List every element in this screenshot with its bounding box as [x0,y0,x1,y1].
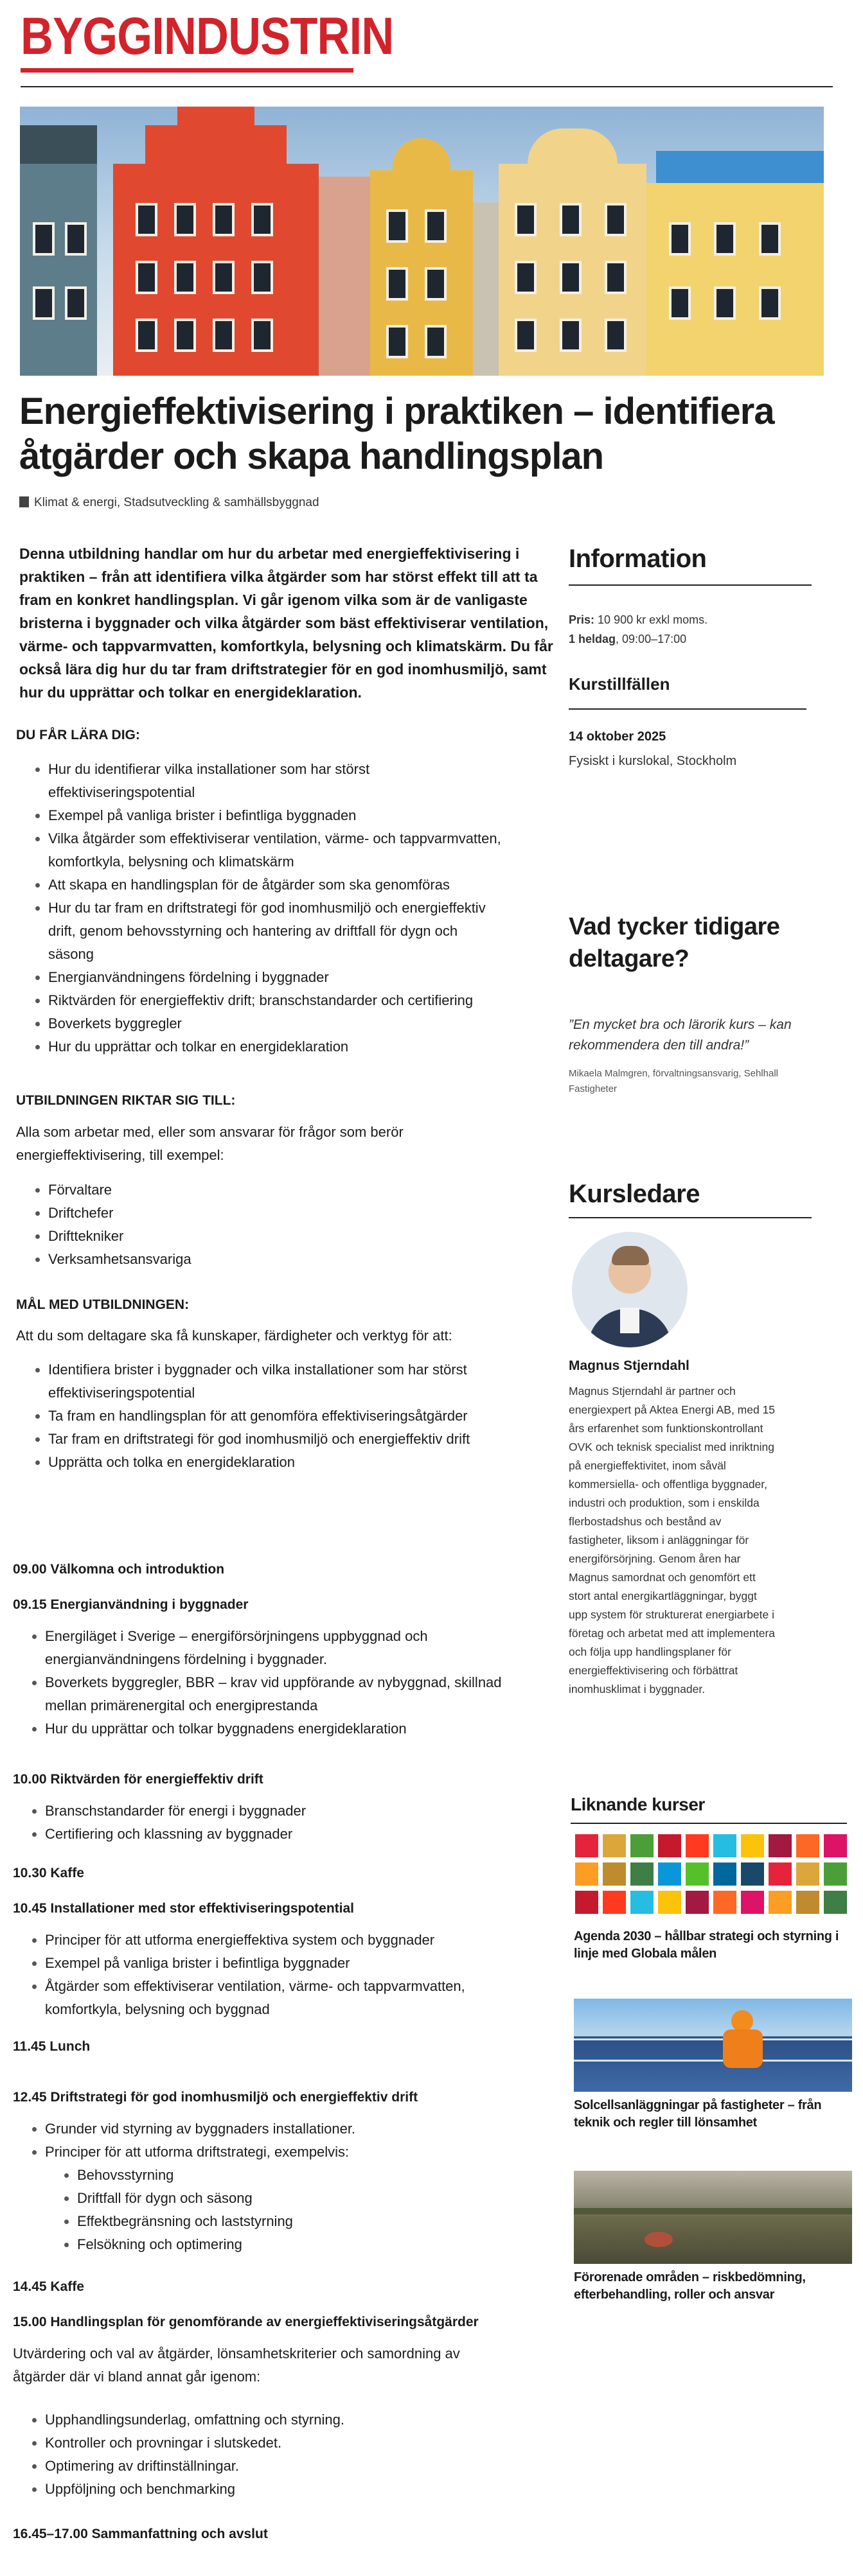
building-1-roof [20,125,97,164]
sdg-tile [630,1891,654,1914]
window [33,286,55,320]
audience-heading: UTBILDNINGEN RIKTAR SIG TILL: [16,1093,236,1108]
occasion-place: Fysiskt i kurslokal, Stockholm [569,754,737,768]
list-item: • Riktvärden för energieffektiv drift; branschstandarder och certifiering [48,989,575,1012]
bio-line: flerbostadshus och bestånd av [569,1515,722,1528]
sdg-tile [686,1862,709,1886]
window [386,209,408,243]
bio-line: kommersiella- och offentliga byggnader, [569,1478,768,1491]
bio-line: energiexpert på Aktea Energi AB, med 15 [569,1403,776,1416]
window [714,222,736,256]
sdg-tile [630,1862,654,1886]
tree-line [574,2208,852,2214]
sdg-tile [658,1862,681,1886]
building-grey [473,202,499,376]
list-item: • Branschstandarder för energi i byggnader [45,1800,306,1823]
window [515,319,537,352]
schedule-item: 10.00 Riktvärden för energieffektiv drift [13,1772,263,1787]
window [605,203,627,236]
schedule-item: 16.45–17.00 Sammanfattning och avslut [13,2527,268,2541]
lead-line: också lära dig hur du tar fram driftstrategier för en god inomhusmiljö, samt [19,661,547,678]
reviews-heading-line: deltagare? [569,945,690,972]
sdg-tile [658,1834,681,1857]
list-item: • Energiläget i Sverige – energiförsörjningens uppbyggnad och energianvändningens fördelning i byggnader. [45,1625,572,1671]
window [174,319,196,352]
bio-line: stort antal energikartläggningar, byggt [569,1590,757,1602]
schedule-intro-line: åtgärder där vi bland annat går igenom: [13,2369,261,2385]
window [669,222,691,256]
list-item: • Principer för att utforma driftstrategi, exempelvis: • Behovsstyrning • Driftfall för dygn och säsong • Effektbegränsning och laststyrning • Felsökning och optimering [45,2141,572,2256]
window [759,286,781,320]
author-line: Fastigheter [569,1083,618,1094]
price-value: 10 900 kr exkl moms. [594,613,708,626]
schedule-item: 11.45 Lunch [13,2039,91,2054]
info-heading: Information [569,545,707,573]
schedule-item: 14.45 Kaffe [13,2279,84,2294]
schedule-item: 15.00 Handlingsplan för genomförande av energieffektiviseringsåtgärder [13,2315,479,2329]
bio-line: inomhusklimat i byggnader. [569,1683,706,1695]
window [386,325,408,358]
sdg-tile [741,1891,764,1914]
audience-intro-line: energieffektivisering, till exempel: [16,1147,224,1163]
duration-value: , 09:00–17:00 [616,633,687,645]
window [33,222,55,256]
similar-card-title[interactable] [574,1928,857,1963]
lead-paragraph [19,542,559,704]
list-item: • Grunder vid styrning av byggnaders installationer. [45,2117,572,2141]
goal-list [16,1358,575,1474]
list-item: • Energianvändningens fördelning i byggnader [48,966,575,989]
building-yellow [370,170,473,376]
avatar-hair [612,1246,649,1265]
list-item: • Hur du upprättar och tolkar en energideklaration [48,1035,575,1058]
bio-line: fastigheter, liksom i anläggningar för [569,1534,749,1546]
sdg-tile [769,1834,792,1857]
list-item: • Ta fram en handlingsplan för att genomföra effektiviseringsåtgärder [48,1405,575,1428]
window [251,261,273,294]
building-icon [19,496,29,507]
leader-rule [569,1217,812,1218]
list-item: • Optimering av driftinställningar. [45,2455,344,2478]
lead-line: bristerna i byggnader och vilka åtgärder som bäst effektiviserar ventilation, [19,615,549,631]
list-item: • Förvaltare [48,1178,191,1202]
price-label: Pris: [569,613,595,626]
title-line: åtgärder och skapa handlingsplan [19,435,604,477]
sdg-tile [630,1834,654,1857]
reviews-heading [569,911,779,975]
bio-line: års erfarenhet som funktionskontrollant [569,1422,763,1435]
list-item: • Verksamhetsansvariga [48,1248,191,1271]
window [136,203,157,236]
building-1 [20,164,97,376]
occasions-rule [569,708,806,710]
sdg-tile [796,1834,819,1857]
sdg-tile [658,1891,681,1914]
window [560,319,582,352]
window [136,319,157,352]
sdg-tile [741,1834,764,1857]
panel-line [574,2060,852,2062]
info-rule [569,584,812,586]
bio-line: OVK och teknisk specialist med inriktning [569,1441,774,1453]
lead-line: praktiken – från att identifiera vilka åtgärder som har störst effekt till att ta [19,568,538,585]
schedule-intro [13,2342,460,2388]
list-item: • Åtgärder som effektiviserar ventilation, värme- och tappvarmvatten, komfortkyla, belysning och byggnad [45,1975,572,2021]
sdg-tile [575,1834,598,1857]
duration-label: 1 heldag [569,633,616,645]
list-item: • Upphandlingsunderlag, omfattning och styrning. [45,2408,344,2431]
debris [645,2232,673,2247]
schedule-list [13,1625,572,1740]
schedule-item: 12.45 Driftstrategi för god inomhusmiljö och energieffektiv drift [13,2090,418,2105]
bio-line: industri och produktion, som i enskilda [569,1496,760,1509]
schedule-list [13,1800,306,1846]
window [425,209,447,243]
quote-line: ”En mycket bra och lärorik kurs – kan [569,1017,792,1032]
schedule-item: 10.30 Kaffe [13,1866,84,1880]
window [714,286,736,320]
card-title-line: Solcellsanläggningar på fastigheter – från [574,2098,822,2112]
list-item: • Hur du tar fram en driftstrategi för god inomhusmiljö och energieffektiv drift, genom behovsstyrning och hantering av driftfall för dygn och säsong [48,897,575,966]
site-logo[interactable]: BYGGINDUSTRIN [21,7,394,66]
category-tags[interactable] [19,496,319,510]
quote-line: rekommendera den till andra!” [569,1038,749,1053]
goal-intro: Att du som deltagare ska få kunskaper, färdigheter och verktyg för att: [16,1327,452,1344]
card-title-line: Förorenade områden – riskbedömning, [574,2270,806,2284]
header-divider [21,86,833,87]
list-item: • Upprätta och tolka en energideklaration [48,1451,575,1474]
list-item: • Drifttekniker [48,1225,191,1248]
leader-bio [569,1382,813,1699]
list-item: • Driftchefer [48,1202,191,1225]
window [759,222,781,256]
bio-line: energieffektivisering och förbättrat [569,1664,738,1677]
card-title-line: teknik och regler till lönsamhet [574,2116,757,2130]
similar-heading: Liknande kurser [571,1794,705,1814]
list-item: • Exempel på vanliga brister i befintliga byggnader [45,1952,572,1975]
testimonial-author [569,1066,778,1097]
bio-line: Magnus samordnat och genomfört ett [569,1571,756,1584]
list-item: • Principer för att utforma energieffektiva system och byggnader [45,1929,572,1952]
duration [569,629,686,649]
schedule-list [13,2117,572,2256]
list-item: • Hur du identifierar vilka installationer som har störst effektiviseringspotential [48,758,575,804]
occasion-date[interactable]: 14 oktober 2025 [569,730,666,744]
window [605,319,627,352]
list-item: • Kontroller och provningar i slutskedet. [45,2431,344,2455]
sdg-tile [741,1862,764,1886]
sdg-tile [575,1891,598,1914]
list-item: • Hur du upprättar och tolkar byggnadens energideklaration [45,1717,572,1740]
schedule-item: 09.15 Energianvändning i byggnader [13,1597,249,1612]
list-item: • Tar fram en driftstrategi för god inomhusmiljö och energieffektiv drift [48,1428,575,1451]
window [65,286,87,320]
worker-vest [723,2029,763,2068]
sdg-tile [603,1891,626,1914]
list-item: • Uppföljning och benchmarking [45,2478,344,2501]
window [560,261,582,294]
list-item: • Vilka åtgärder som effektiviserar ventilation, värme- och tappvarmvatten, komfortkyla, belysning och klimatskärm [48,827,575,873]
window [669,286,691,320]
bio-line: företag och arbetat med att implementera [569,1627,776,1640]
list-item: • Att skapa en handlingsplan för de åtgärder som ska genomföras [48,873,575,897]
window [251,319,273,352]
hero-image [20,107,824,376]
occasions-heading: Kurstillfällen [569,674,670,694]
window [515,203,537,236]
sdg-tile [713,1891,736,1914]
card-title-line: Agenda 2030 – hållbar strategi och styrning i [574,1929,839,1943]
avatar [572,1232,688,1347]
building-red-gable [145,125,287,164]
sdg-tile [713,1834,736,1857]
bio-line: Magnus Stjerndahl är partner och [569,1385,736,1398]
sdg-tile [713,1862,736,1886]
card-title-line: linje med Globala målen [574,1947,717,1961]
learn-heading: DU FÅR LÄRA DIG: [16,728,140,742]
panel-line [574,2038,852,2040]
sdg-tile [796,1891,819,1914]
title-line: Energieffektivisering i praktiken – identifiera [19,390,774,432]
window [605,261,627,294]
audience-intro-line: Alla som arbetar med, eller som ansvarar för frågor som berör [16,1124,404,1140]
schedule-list [13,1929,572,2021]
category-text: Klimat & energi, Stadsutveckling & samhällsbyggnad [34,496,319,509]
schedule-list [13,2408,344,2501]
building-right [646,183,824,376]
list-item: • Driftfall för dygn och säsong [77,2187,572,2210]
window [386,267,408,301]
sdg-tile [796,1862,819,1886]
schedule-intro-line: Utvärdering och val av åtgärder, lönsamhetskriterier och samordning av [13,2345,460,2361]
window [560,203,582,236]
testimonial-quote [569,1015,792,1056]
sdg-tile [824,1891,847,1914]
schedule-item: 09.00 Välkomna och introduktion [13,1562,225,1577]
bio-line: på energieffektivitet, inom såväl [569,1459,726,1472]
similar-card-image-solar[interactable] [574,1999,852,2092]
card-title-line: efterbehandling, roller och ansvar [574,2288,775,2302]
leader-heading: Kursledare [569,1180,700,1208]
worker-helmet [731,2010,753,2032]
list-item: • Behovsstyrning [77,2164,572,2187]
window [213,319,235,352]
reviews-heading-line: Vad tycker tidigare [569,913,780,940]
similar-card-image-land[interactable] [574,2171,852,2264]
window [213,203,235,236]
similar-rule [571,1823,847,1824]
list-item: • Exempel på vanliga brister i befintliga byggnaden [48,804,575,827]
list-item: • Identifiera brister i byggnader och vilka installationer som har störst effektiviseringspotential [48,1358,575,1405]
learn-list [16,758,575,1058]
similar-card-title[interactable] [574,2097,857,2132]
window [425,325,447,358]
similar-card-title[interactable] [574,2269,857,2304]
sdg-tile [769,1862,792,1886]
avatar-shirt [620,1308,639,1333]
page-title [19,389,823,479]
list-item: • Felsökning och optimering [77,2233,572,2256]
building-yellow-gable [393,138,450,170]
building-right-roof [656,151,824,183]
price [569,610,707,629]
lead-line: hur du upprättar och tolkar en energideklaration. [19,684,362,701]
sdg-tile [686,1834,709,1857]
sdg-tile [575,1862,598,1886]
window [136,261,157,294]
lead-line: värme- och tappvarmvatten, komfortkyla, belysning och klimatskärm. Du får [19,638,553,654]
lead-line: fram en konkret handlingsplan. Vi går igenom vilka som är de vanligaste [19,591,528,608]
list-item: • Boverkets byggregler [48,1012,575,1035]
sdg-tile [603,1862,626,1886]
schedule-item: 10.45 Installationer med stor effektiviseringspotential [13,1901,354,1916]
sdg-tile [824,1862,847,1886]
sdg-tile [769,1891,792,1914]
building-cream-gable [528,128,618,164]
list-item: • Certifiering och klassning av byggnader [45,1823,306,1846]
window [65,222,87,256]
author-line: Mikaela Malmgren, förvaltningsansvarig, Sehlhall [569,1068,778,1079]
window [515,261,537,294]
sdg-tile [686,1891,709,1914]
audience-list [16,1178,191,1271]
bio-line: energiförsörjning. Genom åren har [569,1552,741,1565]
sdg-tile [603,1834,626,1857]
building-red-gable-top [177,107,254,125]
sub-list [45,2164,572,2256]
building-pink [319,177,370,376]
lead-line: Denna utbildning handlar om hur du arbetar med energieffektivisering i [19,545,520,562]
window [174,261,196,294]
bio-line: och följa upp handlingsplaner för [569,1645,731,1658]
list-item: • Boverkets byggregler, BBR – krav vid uppförande av nybyggnad, skillnad mellan primärenergital och energiprestanda [45,1671,572,1717]
leader-name: Magnus Stjerndahl [569,1358,690,1373]
similar-card-image-sdg[interactable] [574,1830,852,1923]
list-item: • Effektbegränsning och laststyrning [77,2210,572,2233]
logo-underline [21,68,353,73]
goal-heading: MÅL MED UTBILDNINGEN: [16,1297,190,1312]
window [425,267,447,301]
window [213,261,235,294]
bio-line: upp system för strukturerat energiarbete i [569,1608,775,1621]
window [251,203,273,236]
sdg-tile [824,1834,847,1857]
audience-intro [16,1121,404,1167]
window [174,203,196,236]
